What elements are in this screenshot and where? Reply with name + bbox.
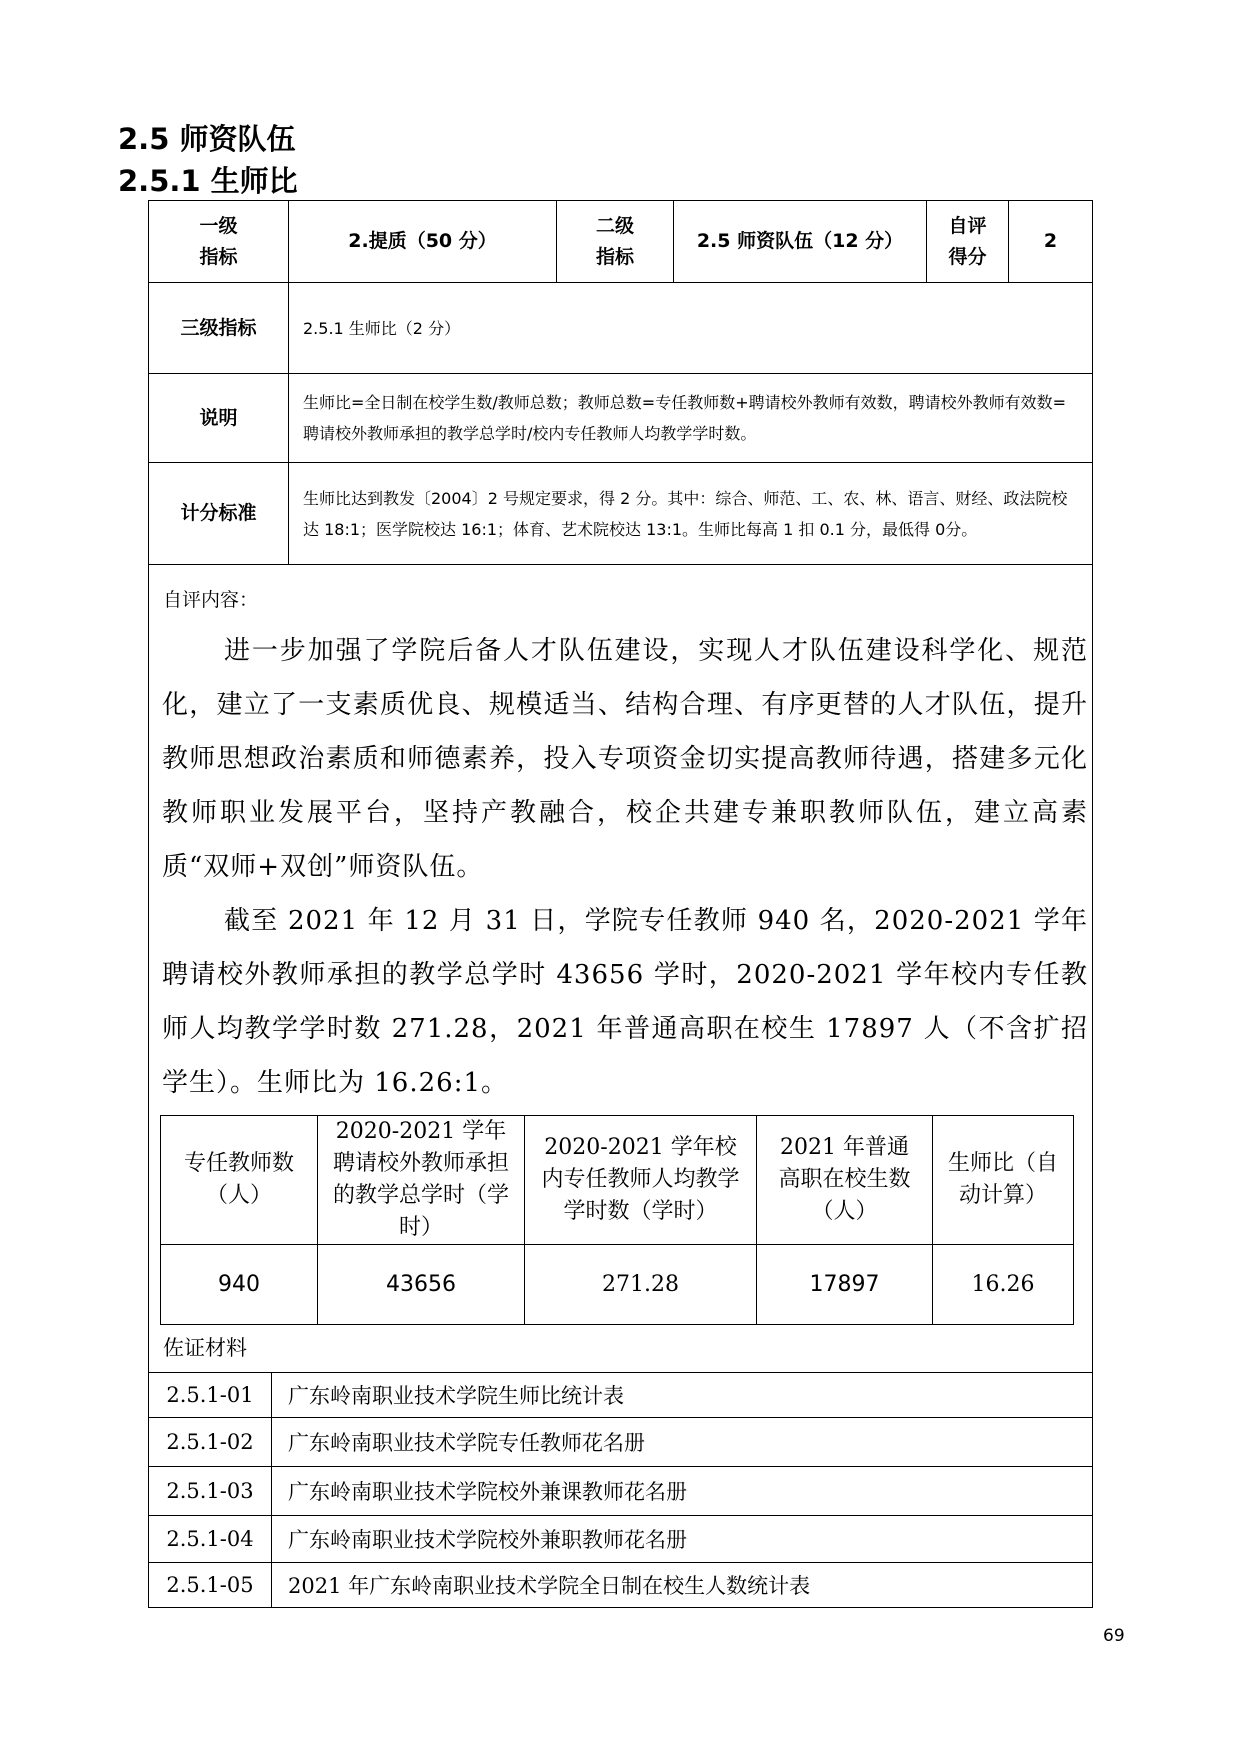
explain-text: 生师比=全日制在校学生数/教师总数；教师总数=专任教师数+聘请校外教师有效数，聘请校外教师有效数=聘请校外教师承担的教学总学时/校内专任教师人均教学学时数。 [303, 393, 1067, 443]
level2-label-line1: 二级 [595, 214, 634, 237]
self-score-value: 2 [1043, 230, 1058, 252]
stats-header-ratio: 生师比（自动计算） [932, 1115, 1074, 1245]
evidence-text: 广东岭南职业技术学院专任教师花名册 [271, 1417, 1093, 1467]
level2-label-line2: 指标 [595, 245, 634, 268]
subsection-heading: 2.5.1 生师比 [118, 164, 298, 198]
scoring-text: 生师比达到教发〔2004〕2 号规定要求，得 2 分。其中：综合、师范、工、农、林、语言、财经、政法院校达 18:1；医学院校达 16:1；体育、艺术院校达 13:1。生师比每高 1 扣 0.1 分，最低得 0分。 [303, 488, 1068, 539]
level1-value: 2.提质（50 分） [348, 230, 497, 252]
self-score-label-cell [926, 200, 1009, 283]
level2-value: 2.5 师资队伍（12 分） [696, 230, 904, 252]
scoring-text-cell [288, 462, 1093, 565]
evidence-code: 2.5.1-01 [148, 1372, 272, 1418]
self-eval-body [162, 624, 1088, 1110]
self-eval-paragraph: 截至 2021 年 12 月 31 日，学院专任教师 940 名，2020-2021 学年聘请校外教师承担的教学总学时 43656 学时，2020-2021 学年校内专任教师人均教学学时数 271.28，2021 年普通高职在校生 17897 人（不含扩招学生）。生师比为 16.26:1。 [162, 906, 1088, 1098]
scoring-label-cell [148, 462, 289, 565]
evidence-code: 2.5.1-05 [148, 1562, 272, 1608]
self-score-label-line2: 得分 [948, 245, 987, 268]
self-score-label-line1: 自评 [948, 214, 987, 237]
stats-value-teachers: 940 [160, 1244, 318, 1325]
level2-label-cell [556, 200, 674, 283]
stats-value-students: 17897 [756, 1244, 933, 1325]
stats-header-teachers: 专任教师数（人） [160, 1115, 318, 1245]
evidence-text: 广东岭南职业技术学院校外兼课教师花名册 [271, 1466, 1093, 1516]
stats-header-external-hours: 2020-2021 学年聘请校外教师承担的教学总学时（学时） [317, 1115, 525, 1245]
level1-label-line1: 一级 [199, 214, 238, 237]
level1-value-cell [288, 200, 557, 283]
level3-value: 2.5.1 生师比（2 分） [303, 318, 461, 338]
level1-label-cell [148, 200, 289, 283]
self-eval-label: 自评内容： [163, 589, 259, 611]
scoring-label: 计分标准 [180, 502, 257, 524]
explain-label: 说明 [199, 406, 238, 429]
evidence-title: 佐证材料 [163, 1336, 247, 1360]
stats-value-ratio: 16.26 [932, 1244, 1074, 1325]
evidence-code: 2.5.1-02 [148, 1417, 272, 1467]
level3-label: 三级指标 [180, 316, 257, 339]
stats-value-avg-hours: 271.28 [524, 1244, 757, 1325]
section-heading: 2.5 师资队伍 [118, 122, 296, 156]
stats-header-avg-hours: 2020-2021 学年校内专任教师人均教学学时数（学时） [524, 1115, 757, 1245]
explain-label-cell [148, 373, 289, 463]
stats-header-students: 2021 年普通高职在校生数（人） [756, 1115, 933, 1245]
self-eval-paragraph: 进一步加强了学院后备人才队伍建设，实现人才队伍建设科学化、规范化，建立了一支素质优良、规模适当、结构合理、有序更替的人才队伍，提升教师思想政治素质和师德素养，投入专项资金切实提高教师待遇，搭建多元化教师职业发展平台，坚持产教融合，校企共建专兼职教师队伍，建立高素质“双师+双创”师资队伍。 [162, 636, 1088, 882]
self-score-value-cell [1008, 200, 1093, 283]
stats-value-external-hours: 43656 [317, 1244, 525, 1325]
evidence-code: 2.5.1-04 [148, 1515, 272, 1563]
evidence-text: 广东岭南职业技术学院校外兼职教师花名册 [271, 1515, 1093, 1563]
level3-label-cell [148, 282, 289, 374]
evidence-code: 2.5.1-03 [148, 1466, 272, 1516]
evidence-text: 广东岭南职业技术学院生师比统计表 [271, 1372, 1093, 1418]
level2-value-cell [673, 200, 927, 283]
evidence-text: 2021 年广东岭南职业技术学院全日制在校生人数统计表 [271, 1562, 1093, 1608]
page-number: 69 [1103, 1626, 1125, 1646]
level1-label-line2: 指标 [199, 245, 238, 268]
level3-value-cell [288, 282, 1093, 374]
explain-text-cell [288, 373, 1093, 463]
